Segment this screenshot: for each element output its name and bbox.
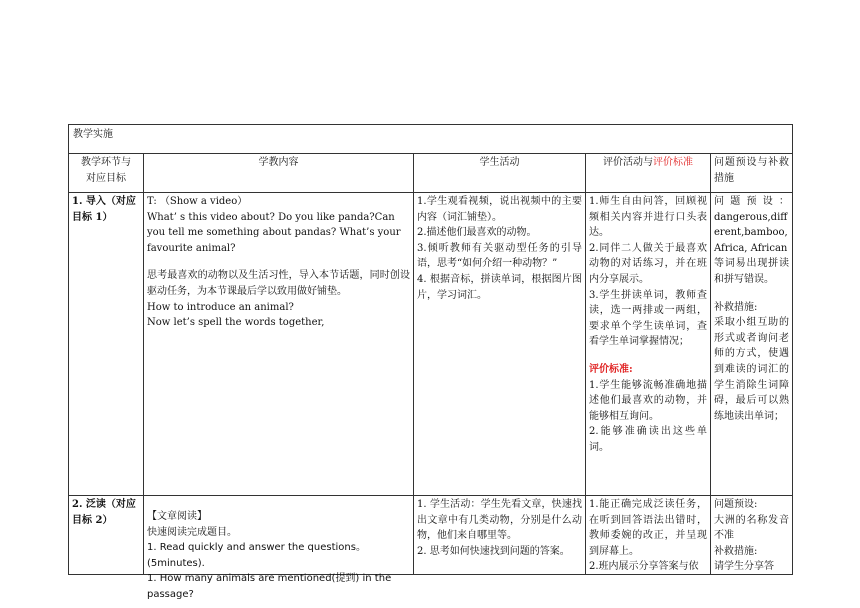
lesson-plan-table: [68, 124, 793, 600]
row1-problem: 问题预设：dangerous,different,bamboo,Africa, African 等词易出现拼读和拼写错误。 补救措施: 采取小组互助的形式或者询问老师的方式，使遇到难读的词汇的学生消除生词障碍，最后可以熟练地读出单词；: [711, 193, 793, 496]
row2-evaluation: 1.能正确完成泛读任务，在听到回答语法出错时，教师委婉的改正，并呈现到屏幕上。 2.班内展示分享答案与依: [586, 496, 711, 575]
header-problem: 问题预设与补救措施: [711, 154, 793, 193]
row2-content: 【文章阅读】 快速阅读完成题目。 1. Read quickly and answer the questions。(5minutes). 1. How many animals are mentioned(提到) in the passage?: [144, 496, 414, 575]
header-stage: 教学环节与 对应目标: [69, 154, 144, 193]
header-evaluation: 评价活动与评价标准: [586, 154, 711, 193]
row2-activity: 1. 学生活动：学生先看文章，快速找出文章中有几类动物，分别是什么动物，他们来自哪里等。 2. 思考如何快速找到问题的答案。: [414, 496, 586, 575]
row1-activity: 1.学生观看视频，说出视频中的主要内容（词汇铺垫）。 2.描述他们最喜欢的动物。 3.倾听教师有关驱动型任务的引导语，思考“如何介绍一种动物？” 4. 根据音标，拼读单词，根据图片图片，学习词汇。: [414, 193, 586, 496]
row1-stage: 1. 导入（对应 目标 1）: [69, 193, 144, 496]
header-content: 学教内容: [144, 154, 414, 193]
lesson-plan-table-wrapper: [68, 124, 792, 600]
header-activity: 学生活动: [414, 154, 586, 193]
row2-stage: 2. 泛读（对应 目标 2）: [69, 496, 144, 575]
row2-problem: 问题预设: 大洲的名称发音不准 补救措施: 请学生分享答: [711, 496, 793, 575]
table-caption: 教学实施: [69, 125, 793, 154]
criteria-label: 评价标准:: [589, 363, 633, 375]
row1-content: T: （Show a video） What’ s this video about? Do you like panda?Can you tell me something about pandas? What’s your favourite animal? 思考最喜欢的动物以及生活习性，导入本节话题，同时创设驱动任务，为本节课最后学以致用做好铺垫。 How to introduce an animal? Now let’s spell the words together,: [144, 193, 414, 496]
row1-evaluation: 1.师生自由问答，回顾视频相关内容并进行口头表达。 2.同伴二人做关于最喜欢动物的对话练习，并在班内分享展示。 3.学生拼读单词，教师查读，选一两排或一两组，要求单个学生读单词，查看学生单词掌握情况； 评价标准: 1.学生能够流畅准确地描述他们最喜欢的动物，并能够相互询问。 2.能够准确读出这些单词。: [586, 193, 711, 496]
